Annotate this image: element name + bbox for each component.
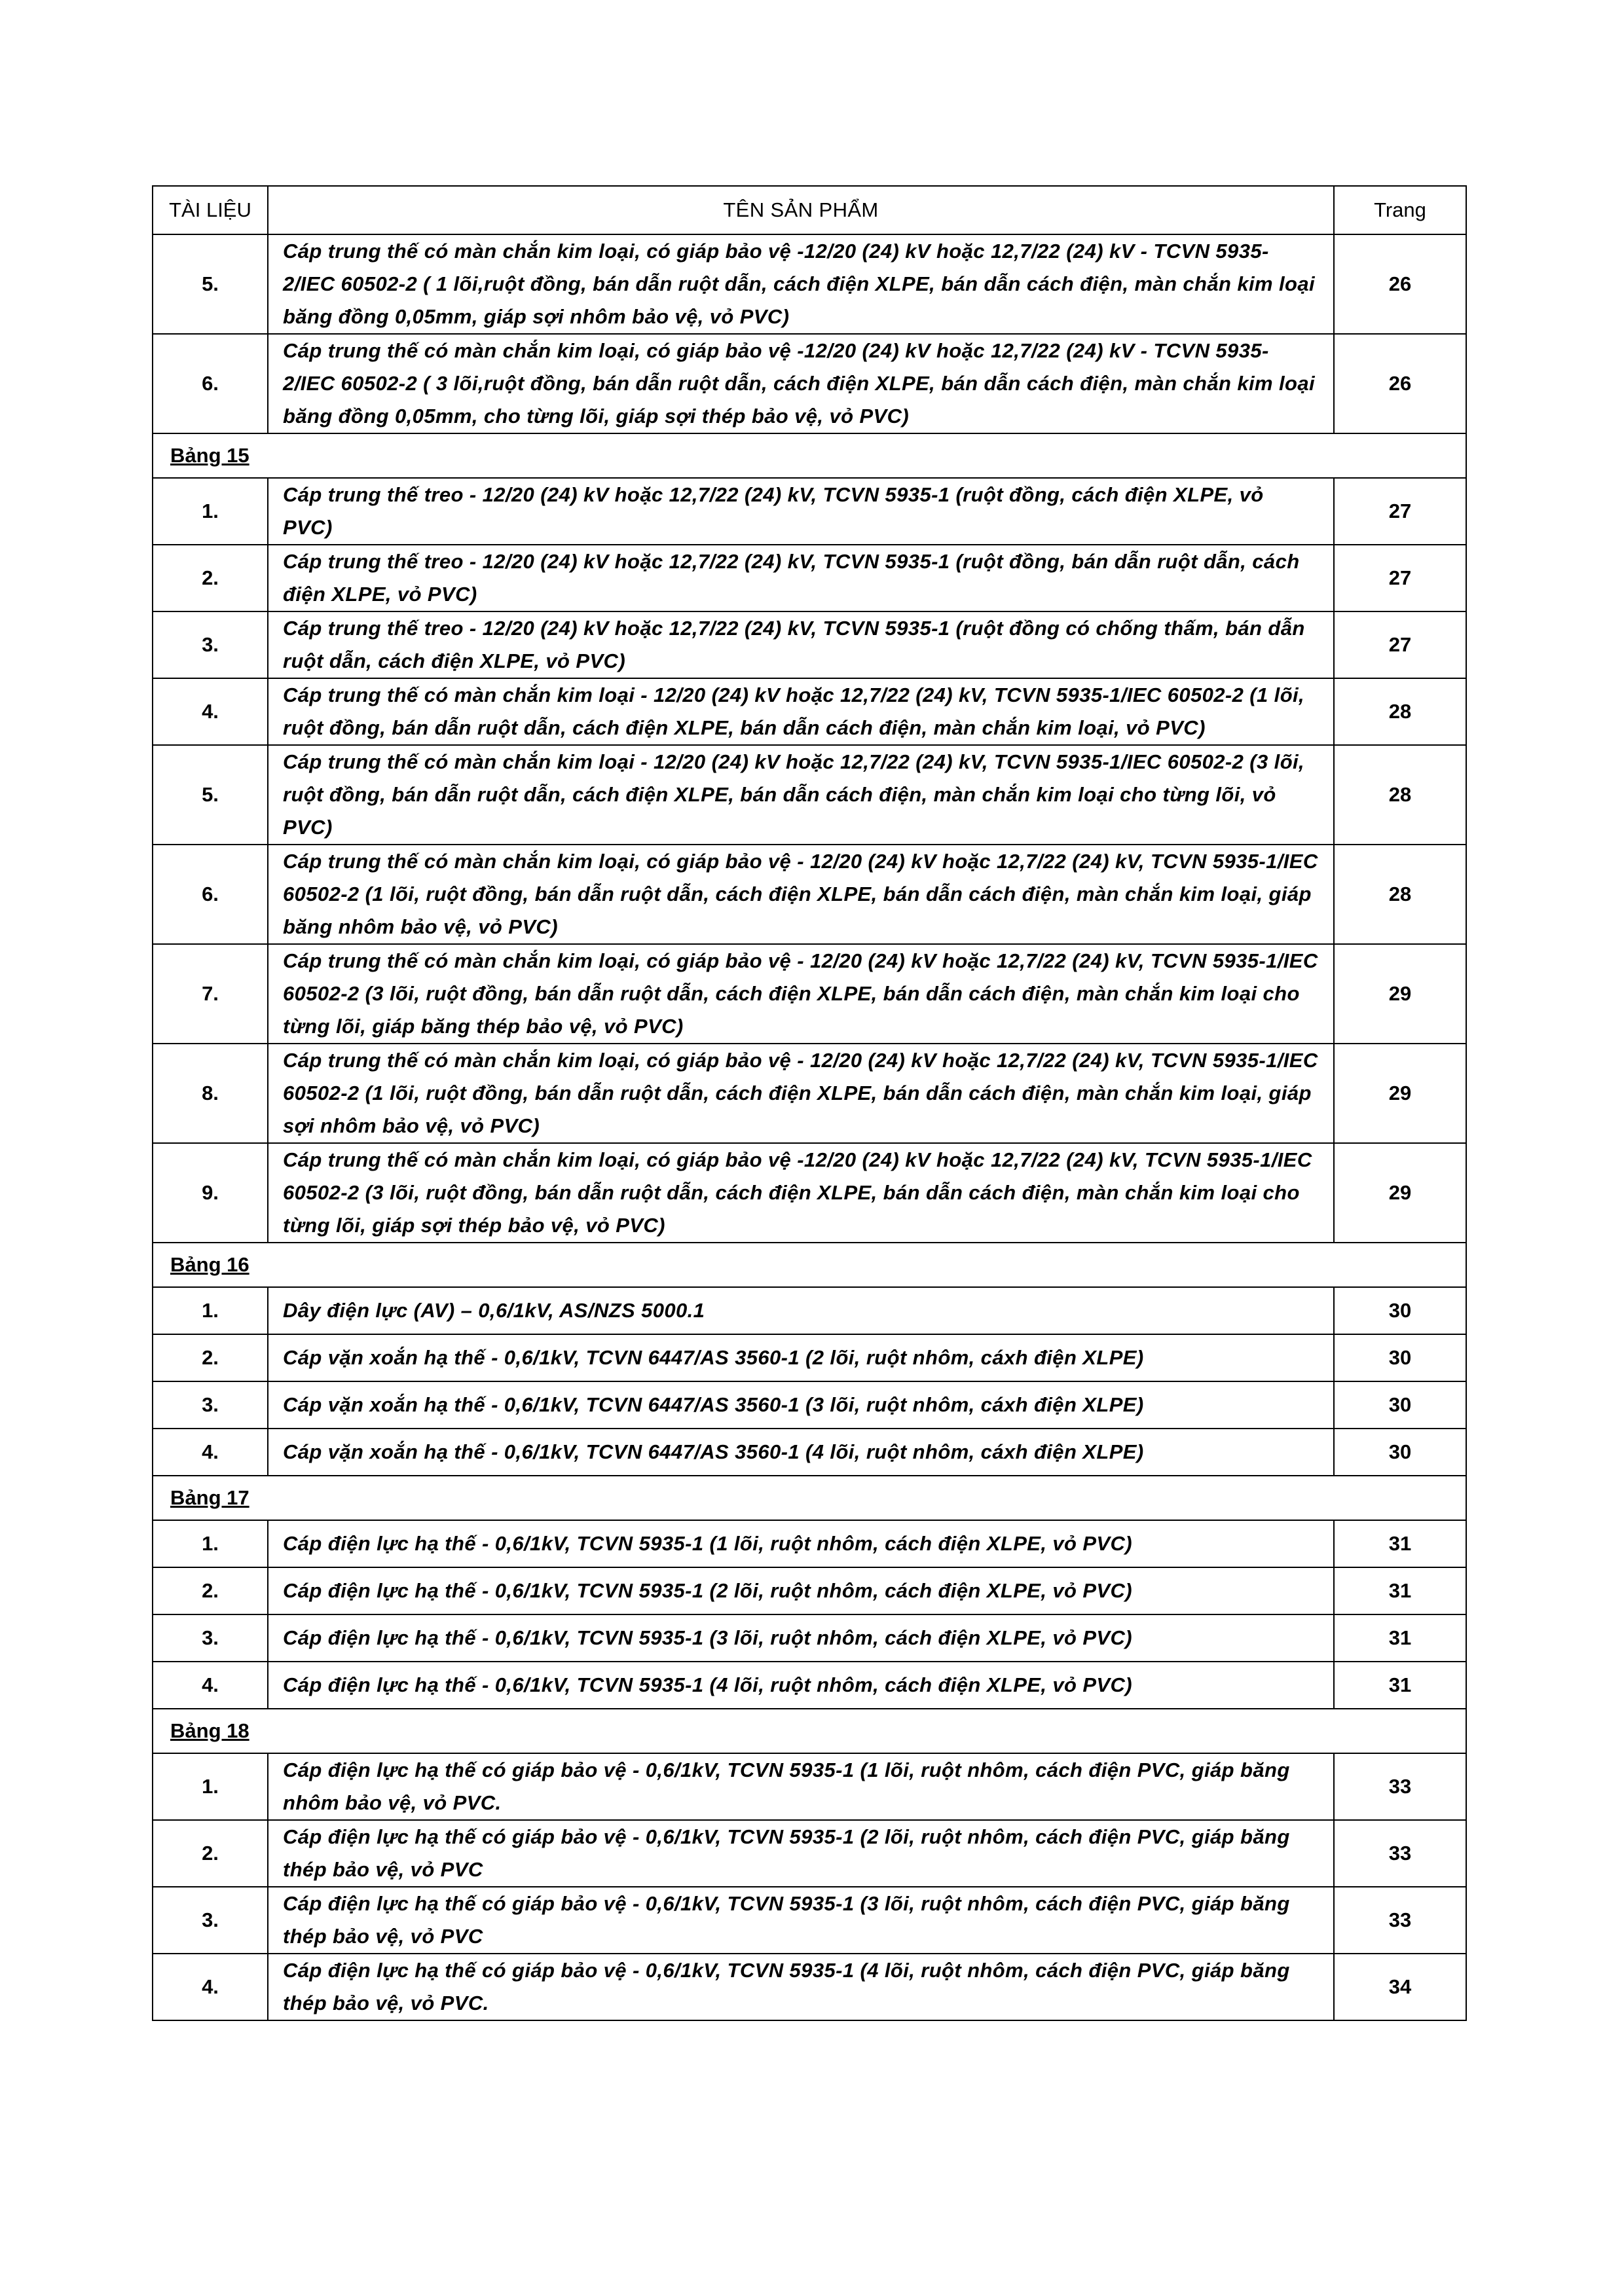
item-number: 4.: [153, 1429, 268, 1476]
item-name: Cáp trung thế có màn chắn kim loại, có giáp bảo vệ - 12/20 (24) kV hoặc 12,7/22 (24) kV, TCVN 5935-1/IEC 60502-2 (1 lõi, ruột đồng, bán dẫn ruột dẫn, cách điện XLPE, bán dẫn cách điện, màn chắn kim loại, giáp sợi nhôm bảo vệ, vỏ PVC): [268, 1044, 1334, 1143]
item-page: 30: [1334, 1381, 1466, 1429]
table-row: [153, 1520, 1466, 1567]
item-number: 1.: [153, 1287, 268, 1334]
table-row: [153, 1954, 1466, 2020]
item-name: Cáp vặn xoắn hạ thế - 0,6/1kV, TCVN 6447/AS 3560-1 (2 lõi, ruột nhôm, cáxh điện XLPE): [268, 1334, 1334, 1381]
item-name: Cáp điện lực hạ thế có giáp bảo vệ - 0,6/1kV, TCVN 5935-1 (3 lõi, ruột nhôm, cách điện PVC, giáp băng thép bảo vệ, vỏ PVC: [268, 1887, 1334, 1954]
item-page: 31: [1334, 1567, 1466, 1614]
item-page: 29: [1334, 1143, 1466, 1243]
item-page: 30: [1334, 1429, 1466, 1476]
table-row: [153, 1662, 1466, 1709]
item-name: Cáp trung thế treo - 12/20 (24) kV hoặc 12,7/22 (24) kV, TCVN 5935-1 (ruột đồng, cách điện XLPE, vỏ PVC): [268, 478, 1334, 545]
item-number: 3.: [153, 1614, 268, 1662]
table-row: [153, 1753, 1466, 1820]
table-row: [153, 1334, 1466, 1381]
table-row: [153, 334, 1466, 433]
table-row: [153, 1044, 1466, 1143]
table-row: [153, 944, 1466, 1044]
section-label: Bảng 15: [170, 444, 249, 467]
table-row: [153, 611, 1466, 678]
item-number: 1.: [153, 1753, 268, 1820]
item-name: Cáp điện lực hạ thế - 0,6/1kV, TCVN 5935-1 (3 lõi, ruột nhôm, cách điện XLPE, vỏ PVC): [268, 1614, 1334, 1662]
table-row: [153, 845, 1466, 944]
item-page: 28: [1334, 845, 1466, 944]
item-page: 26: [1334, 334, 1466, 433]
item-page: 31: [1334, 1662, 1466, 1709]
header-name: TÊN SẢN PHẨM: [268, 186, 1334, 234]
item-number: 6.: [153, 334, 268, 433]
table-row: [153, 1143, 1466, 1243]
section-label: Bảng 18: [170, 1719, 249, 1742]
item-number: 5.: [153, 234, 268, 334]
table-row: [153, 1887, 1466, 1954]
item-page: 28: [1334, 678, 1466, 745]
item-page: 33: [1334, 1887, 1466, 1954]
item-name: Cáp trung thế có màn chắn kim loại, có giáp bảo vệ - 12/20 (24) kV hoặc 12,7/22 (24) kV, TCVN 5935-1/IEC 60502-2 (3 lõi, ruột đồng, bán dẫn ruột dẫn, cách điện XLPE, bán dẫn cách điện, màn chắn kim loại cho từng lõi, giáp băng thép bảo vệ, vỏ PVC): [268, 944, 1334, 1044]
item-name: Cáp điện lực hạ thế có giáp bảo vệ - 0,6/1kV, TCVN 5935-1 (2 lõi, ruột nhôm, cách điện PVC, giáp băng thép bảo vệ, vỏ PVC: [268, 1820, 1334, 1887]
item-page: 34: [1334, 1954, 1466, 2020]
header-page: Trang: [1334, 186, 1466, 234]
item-number: 4.: [153, 1954, 268, 2020]
item-name: Cáp điện lực hạ thế có giáp bảo vệ - 0,6/1kV, TCVN 5935-1 (4 lõi, ruột nhôm, cách điện PVC, giáp băng thép bảo vệ, vỏ PVC.: [268, 1954, 1334, 2020]
item-page: 31: [1334, 1520, 1466, 1567]
section-row: [153, 433, 1466, 478]
item-name: Cáp trung thế có màn chắn kim loại - 12/20 (24) kV hoặc 12,7/22 (24) kV, TCVN 5935-1/IEC 60502-2 (3 lõi, ruột đồng, bán dẫn ruột dẫn, cách điện XLPE, bán dẫn cách điện, màn chắn kim loại cho từng lõi, vỏ PVC): [268, 745, 1334, 845]
table-row: [153, 678, 1466, 745]
item-page: 27: [1334, 611, 1466, 678]
table-row: [153, 1820, 1466, 1887]
section-cell: [153, 1476, 1466, 1520]
table-row: [153, 1567, 1466, 1614]
item-name: Cáp điện lực hạ thế - 0,6/1kV, TCVN 5935-1 (4 lõi, ruột nhôm, cách điện XLPE, vỏ PVC): [268, 1662, 1334, 1709]
table-row: [153, 478, 1466, 545]
item-name: Cáp điện lực hạ thế - 0,6/1kV, TCVN 5935-1 (2 lõi, ruột nhôm, cách điện XLPE, vỏ PVC): [268, 1567, 1334, 1614]
item-number: 4.: [153, 1662, 268, 1709]
item-page: 29: [1334, 1044, 1466, 1143]
table-row: [153, 1381, 1466, 1429]
table-row: [153, 745, 1466, 845]
item-name: Cáp điện lực hạ thế - 0,6/1kV, TCVN 5935-1 (1 lõi, ruột nhôm, cách điện XLPE, vỏ PVC): [268, 1520, 1334, 1567]
table-row: [153, 545, 1466, 611]
item-name: Cáp trung thế treo - 12/20 (24) kV hoặc 12,7/22 (24) kV, TCVN 5935-1 (ruột đồng, bán dẫn ruột dẫn, cách điện XLPE, vỏ PVC): [268, 545, 1334, 611]
item-page: 30: [1334, 1287, 1466, 1334]
item-page: 33: [1334, 1820, 1466, 1887]
table-body: [153, 234, 1466, 2020]
item-page: 29: [1334, 944, 1466, 1044]
section-label: Bảng 16: [170, 1253, 249, 1276]
item-number: 8.: [153, 1044, 268, 1143]
item-page: 27: [1334, 478, 1466, 545]
item-number: 3.: [153, 611, 268, 678]
item-number: 2.: [153, 1820, 268, 1887]
item-name: Cáp điện lực hạ thế có giáp bảo vệ - 0,6/1kV, TCVN 5935-1 (1 lõi, ruột nhôm, cách điện PVC, giáp băng nhôm bảo vệ, vỏ PVC.: [268, 1753, 1334, 1820]
header-doc: TÀI LIỆU: [153, 186, 268, 234]
item-name: Cáp trung thế có màn chắn kim loại, có giáp bảo vệ -12/20 (24) kV hoặc 12,7/22 (24) kV, TCVN 5935-1/IEC 60502-2 (3 lõi, ruột đồng, bán dẫn ruột dẫn, cách điện XLPE, bán dẫn cách điện, màn chắn kim loại cho từng lõi, giáp sợi thép bảo vệ, vỏ PVC): [268, 1143, 1334, 1243]
item-number: 9.: [153, 1143, 268, 1243]
item-page: 28: [1334, 745, 1466, 845]
item-number: 7.: [153, 944, 268, 1044]
section-cell: [153, 1243, 1466, 1287]
section-row: [153, 1243, 1466, 1287]
product-table: [152, 185, 1467, 2021]
item-number: 2.: [153, 545, 268, 611]
section-row: [153, 1709, 1466, 1753]
item-number: 2.: [153, 1567, 268, 1614]
section-label: Bảng 17: [170, 1486, 249, 1509]
table-header-row: [153, 186, 1466, 234]
item-number: 3.: [153, 1381, 268, 1429]
item-page: 27: [1334, 545, 1466, 611]
item-page: 30: [1334, 1334, 1466, 1381]
item-number: 5.: [153, 745, 268, 845]
item-name: Cáp trung thế có màn chắn kim loại, có giáp bảo vệ -12/20 (24) kV hoặc 12,7/22 (24) kV - TCVN 5935-2/IEC 60502-2 ( 3 lõi,ruột đồng, bán dẫn ruột dẫn, cách điện XLPE, bán dẫn cách điện, màn chắn kim loại băng đồng 0,05mm, cho từng lõi, giáp sợi thép bảo vệ, vỏ PVC): [268, 334, 1334, 433]
table-row: [153, 1287, 1466, 1334]
item-name: Cáp trung thế treo - 12/20 (24) kV hoặc 12,7/22 (24) kV, TCVN 5935-1 (ruột đồng có chống thấm, bán dẫn ruột dẫn, cách điện XLPE, vỏ PVC): [268, 611, 1334, 678]
item-name: Dây điện lực (AV) – 0,6/1kV, AS/NZS 5000.1: [268, 1287, 1334, 1334]
table-row: [153, 1614, 1466, 1662]
item-number: 6.: [153, 845, 268, 944]
item-page: 33: [1334, 1753, 1466, 1820]
item-page: 26: [1334, 234, 1466, 334]
item-name: Cáp trung thế có màn chắn kim loại - 12/20 (24) kV hoặc 12,7/22 (24) kV, TCVN 5935-1/IEC 60502-2 (1 lõi, ruột đồng, bán dẫn ruột dẫn, cách điện XLPE, bán dẫn cách điện, màn chắn kim loại, vỏ PVC): [268, 678, 1334, 745]
item-name: Cáp trung thế có màn chắn kim loại, có giáp bảo vệ -12/20 (24) kV hoặc 12,7/22 (24) kV - TCVN 5935-2/IEC 60502-2 ( 1 lõi,ruột đồng, bán dẫn ruột dẫn, cách điện XLPE, bán dẫn cách điện, màn chắn kim loại băng đồng 0,05mm, giáp sợi nhôm bảo vệ, vỏ PVC): [268, 234, 1334, 334]
item-page: 31: [1334, 1614, 1466, 1662]
item-name: Cáp vặn xoắn hạ thế - 0,6/1kV, TCVN 6447/AS 3560-1 (4 lõi, ruột nhôm, cáxh điện XLPE): [268, 1429, 1334, 1476]
section-row: [153, 1476, 1466, 1520]
table-row: [153, 234, 1466, 334]
item-number: 3.: [153, 1887, 268, 1954]
section-cell: [153, 1709, 1466, 1753]
item-number: 1.: [153, 478, 268, 545]
section-cell: [153, 433, 1466, 478]
item-name: Cáp trung thế có màn chắn kim loại, có giáp bảo vệ - 12/20 (24) kV hoặc 12,7/22 (24) kV, TCVN 5935-1/IEC 60502-2 (1 lõi, ruột đồng, bán dẫn ruột dẫn, cách điện XLPE, bán dẫn cách điện, màn chắn kim loại, giáp băng nhôm bảo vệ, vỏ PVC): [268, 845, 1334, 944]
item-number: 4.: [153, 678, 268, 745]
item-number: 2.: [153, 1334, 268, 1381]
item-number: 1.: [153, 1520, 268, 1567]
table-row: [153, 1429, 1466, 1476]
item-name: Cáp vặn xoắn hạ thế - 0,6/1kV, TCVN 6447/AS 3560-1 (3 lõi, ruột nhôm, cáxh điện XLPE): [268, 1381, 1334, 1429]
